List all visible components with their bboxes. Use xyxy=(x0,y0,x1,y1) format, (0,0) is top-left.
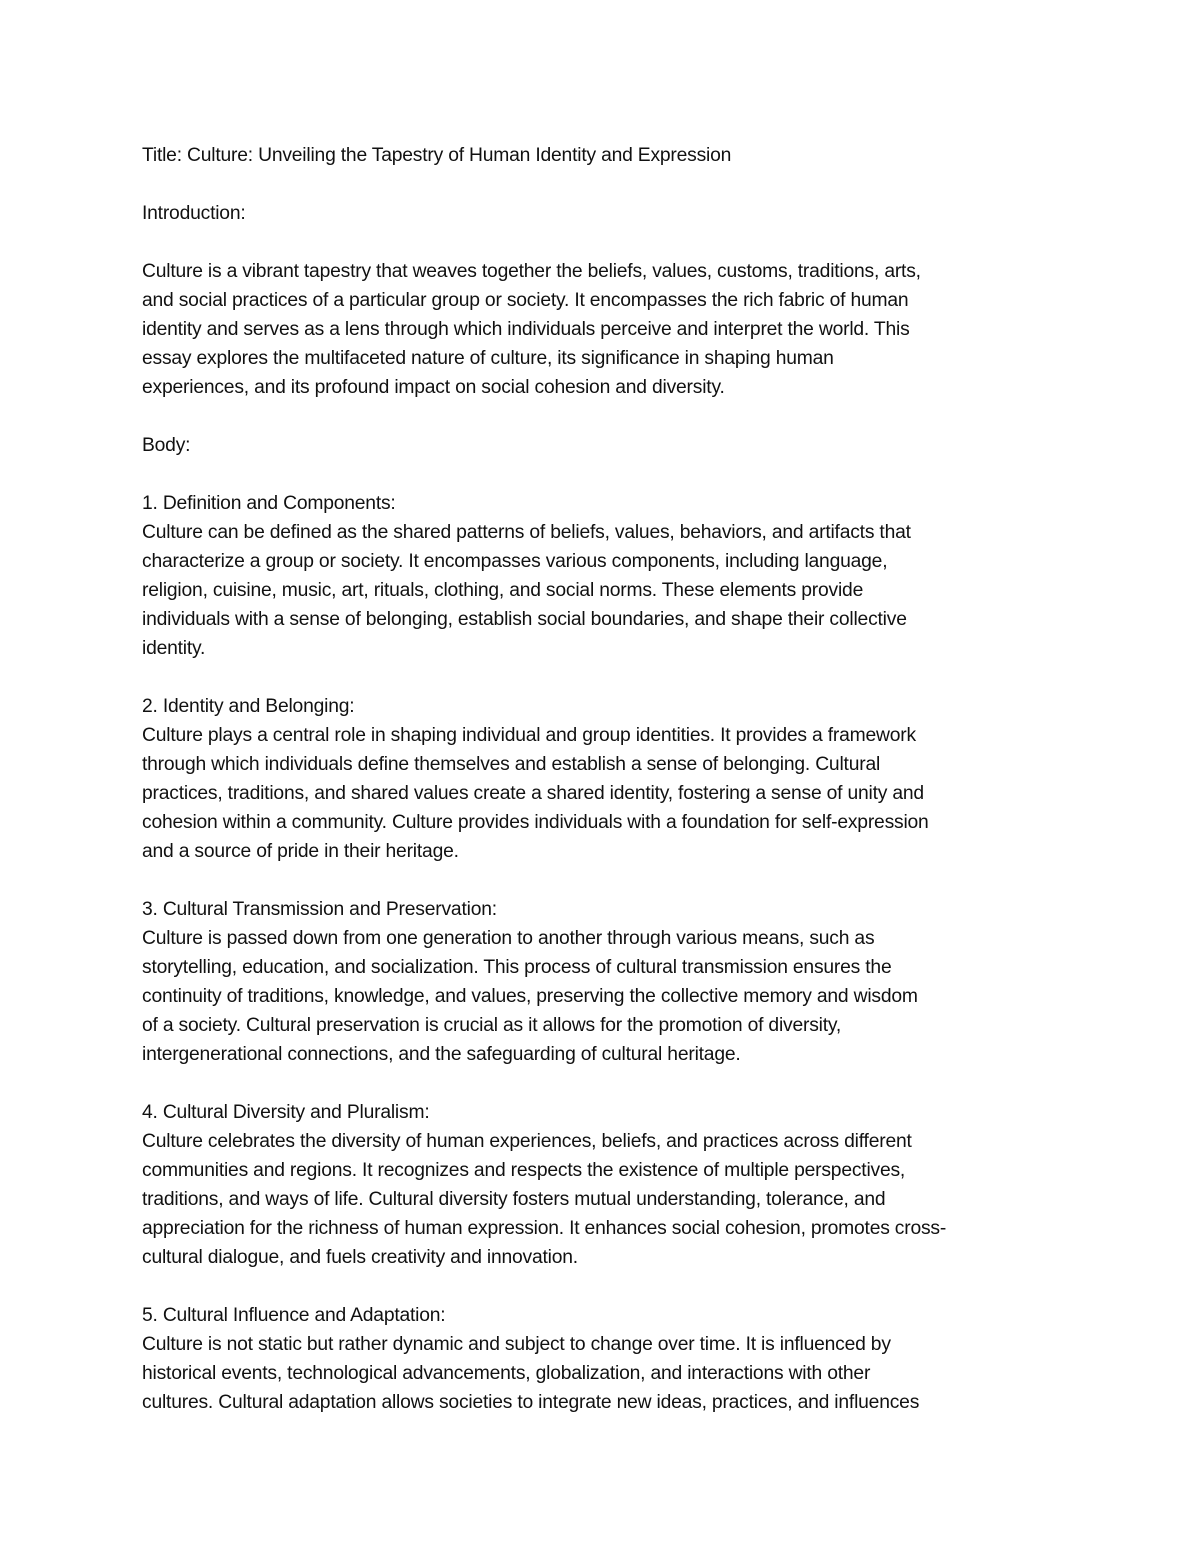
paragraph-line: Culture is passed down from one generation to another through various means, such as xyxy=(142,928,875,949)
section-heading: 3. Cultural Transmission and Preservation: xyxy=(142,899,497,920)
spacer xyxy=(142,663,1072,692)
paragraph-line: practices, traditions, and shared values create a shared identity, fostering a sense of unity and xyxy=(142,783,924,804)
paragraph-line: communities and regions. It recognizes and respects the existence of multiple perspectives, xyxy=(142,1160,906,1181)
paragraph-line: and a source of pride in their heritage. xyxy=(142,841,459,862)
paragraph-line: Culture is a vibrant tapestry that weaves together the beliefs, values, customs, traditions, arts, xyxy=(142,261,921,282)
paragraph-line: individuals with a sense of belonging, establish social boundaries, and shape their collective xyxy=(142,609,907,630)
paragraph-line: cultural dialogue, and fuels creativity and innovation. xyxy=(142,1247,578,1268)
spacer xyxy=(142,460,1072,489)
paragraph-line: Culture is not static but rather dynamic and subject to change over time. It is influenced by xyxy=(142,1334,891,1355)
section-heading: 5. Cultural Influence and Adaptation: xyxy=(142,1305,446,1326)
section-heading: 4. Cultural Diversity and Pluralism: xyxy=(142,1102,430,1123)
section-heading: 1. Definition and Components: xyxy=(142,493,396,514)
spacer xyxy=(142,402,1072,431)
section-transmission xyxy=(142,895,1072,1069)
spacer xyxy=(142,1272,1072,1301)
section-identity xyxy=(142,692,1072,866)
section-heading: 2. Identity and Belonging: xyxy=(142,696,355,717)
paragraph-line: cultures. Cultural adaptation allows societies to integrate new ideas, practices, and influences xyxy=(142,1392,920,1413)
paragraph-line: Culture celebrates the diversity of human experiences, beliefs, and practices across different xyxy=(142,1131,912,1152)
section-diversity xyxy=(142,1098,1072,1272)
section-adaptation xyxy=(142,1301,1072,1417)
spacer xyxy=(142,866,1072,895)
paragraph-line: through which individuals define themselves and establish a sense of belonging. Cultural xyxy=(142,754,881,775)
intro-heading: Introduction: xyxy=(142,203,246,224)
paragraph-line: Culture plays a central role in shaping individual and group identities. It provides a framework xyxy=(142,725,916,746)
paragraph-line: identity and serves as a lens through which individuals perceive and interpret the world. This xyxy=(142,319,910,340)
paragraph-line: storytelling, education, and socialization. This process of cultural transmission ensures the xyxy=(142,957,892,978)
paragraph-line: continuity of traditions, knowledge, and values, preserving the collective memory and wisdom xyxy=(142,986,918,1007)
document-title: Title: Culture: Unveiling the Tapestry of Human Identity and Expression xyxy=(142,145,732,166)
paragraph-line: characterize a group or society. It encompasses various components, including language, xyxy=(142,551,888,572)
paragraph-line: Culture can be defined as the shared patterns of beliefs, values, behaviors, and artifacts that xyxy=(142,522,911,543)
paragraph-line: intergenerational connections, and the safeguarding of cultural heritage. xyxy=(142,1044,741,1065)
intro-paragraph xyxy=(142,257,1072,402)
paragraph-line: identity. xyxy=(142,638,206,659)
spacer xyxy=(142,228,1072,257)
document-body xyxy=(142,141,1072,1417)
paragraph-line: and social practices of a particular group or society. It encompasses the rich fabric of human xyxy=(142,290,909,311)
paragraph-line: of a society. Cultural preservation is crucial as it allows for the promotion of diversity, xyxy=(142,1015,842,1036)
spacer xyxy=(142,1069,1072,1098)
paragraph-line: historical events, technological advancements, globalization, and interactions with other xyxy=(142,1363,871,1384)
section-definition xyxy=(142,489,1072,663)
paragraph-line: experiences, and its profound impact on social cohesion and diversity. xyxy=(142,377,725,398)
paragraph-line: appreciation for the richness of human expression. It enhances social cohesion, promotes cross- xyxy=(142,1218,947,1239)
paragraph-line: religion, cuisine, music, art, rituals, clothing, and social norms. These elements provide xyxy=(142,580,864,601)
paragraph-line: essay explores the multifaceted nature of culture, its significance in shaping human xyxy=(142,348,834,369)
paragraph-line: cohesion within a community. Culture provides individuals with a foundation for self-expression xyxy=(142,812,929,833)
body-heading: Body: xyxy=(142,435,191,456)
spacer xyxy=(142,170,1072,199)
paragraph-line: traditions, and ways of life. Cultural diversity fosters mutual understanding, tolerance, and xyxy=(142,1189,886,1210)
